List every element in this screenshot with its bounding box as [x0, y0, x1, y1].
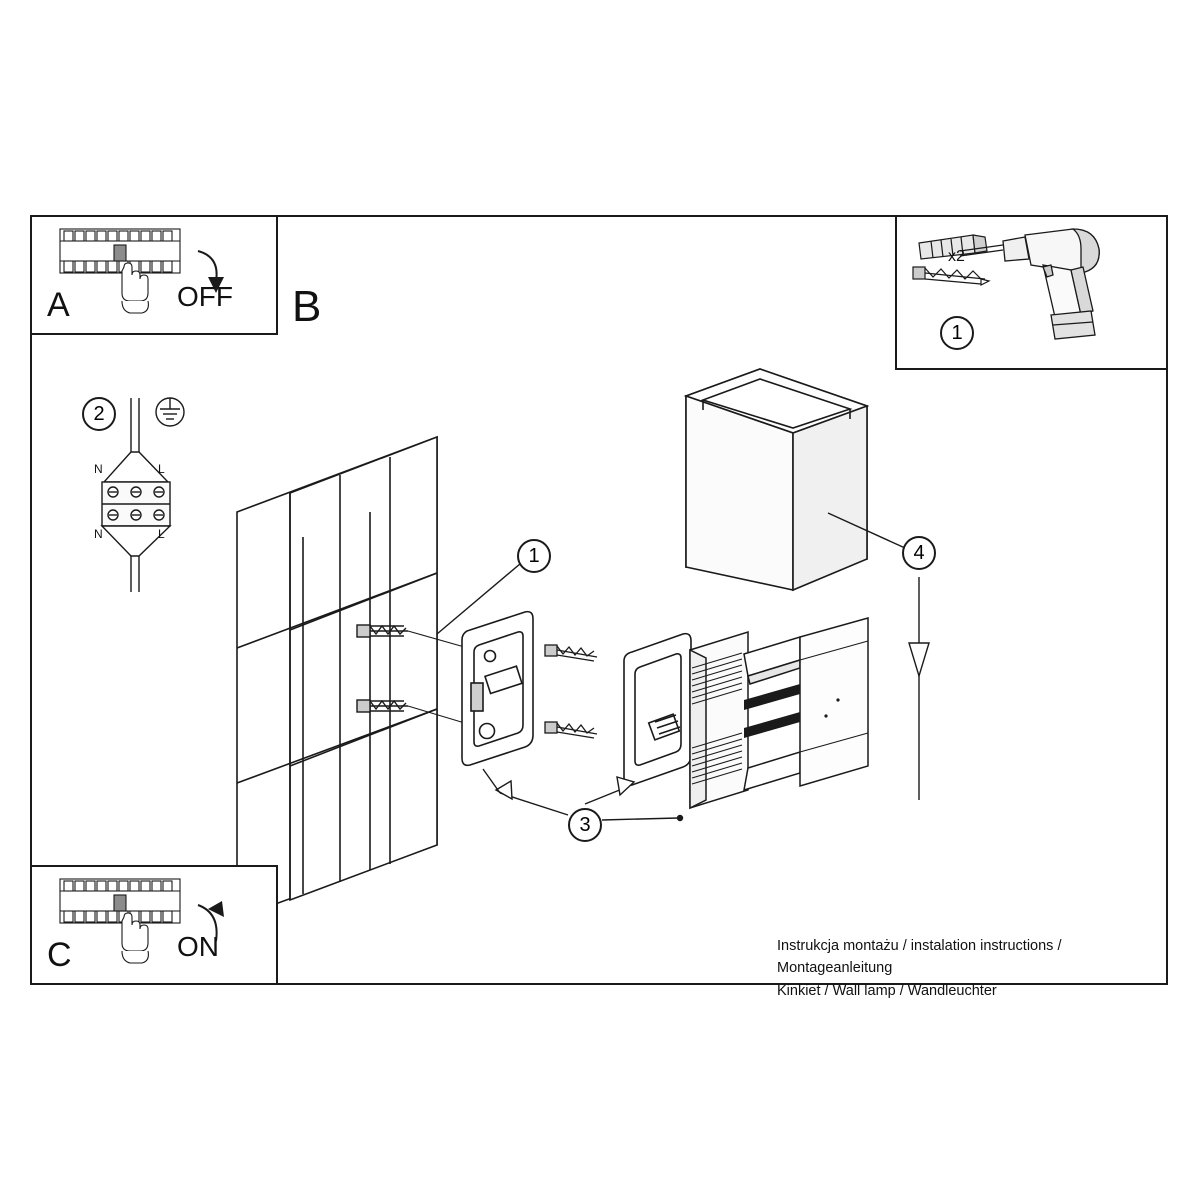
- section-letter-c: C: [47, 936, 72, 974]
- terminal-label-l-bottom: L: [158, 527, 165, 541]
- section-letter-a: A: [47, 286, 70, 324]
- breaker-state-on-label: ON: [177, 931, 219, 962]
- footer-line-1: Instrukcja montażu / instalation instructions / Montageanleitung: [777, 938, 1062, 977]
- footer-text: [777, 935, 1177, 1002]
- wall-illustration: [237, 437, 437, 918]
- lamp-frame: [624, 634, 691, 786]
- section-letter-b: B: [292, 282, 322, 331]
- led-module: [690, 618, 868, 808]
- terminal-label-n-bottom: N: [94, 527, 103, 541]
- bracket-screws: [545, 645, 597, 738]
- footer-line-2: Kinkiet / Wall lamp / Wandleuchter: [777, 982, 997, 999]
- step-number-tools: 1: [940, 316, 974, 350]
- step-number-cover: 4: [902, 536, 936, 570]
- tools-illustration: [895, 215, 1168, 370]
- terminal-label-l-top: L: [158, 462, 165, 476]
- step-number-assemble: 3: [568, 808, 602, 842]
- terminal-label-n-top: N: [94, 462, 103, 476]
- breaker-state-off-label: OFF: [177, 281, 233, 312]
- step-number-wiring: 2: [82, 397, 116, 431]
- screw-icon: [913, 267, 989, 285]
- step-number-mount: 1: [517, 539, 551, 573]
- mounting-bracket: [462, 612, 533, 766]
- quantity-label: x2: [948, 248, 965, 265]
- lamp-cover-cube: [686, 369, 867, 590]
